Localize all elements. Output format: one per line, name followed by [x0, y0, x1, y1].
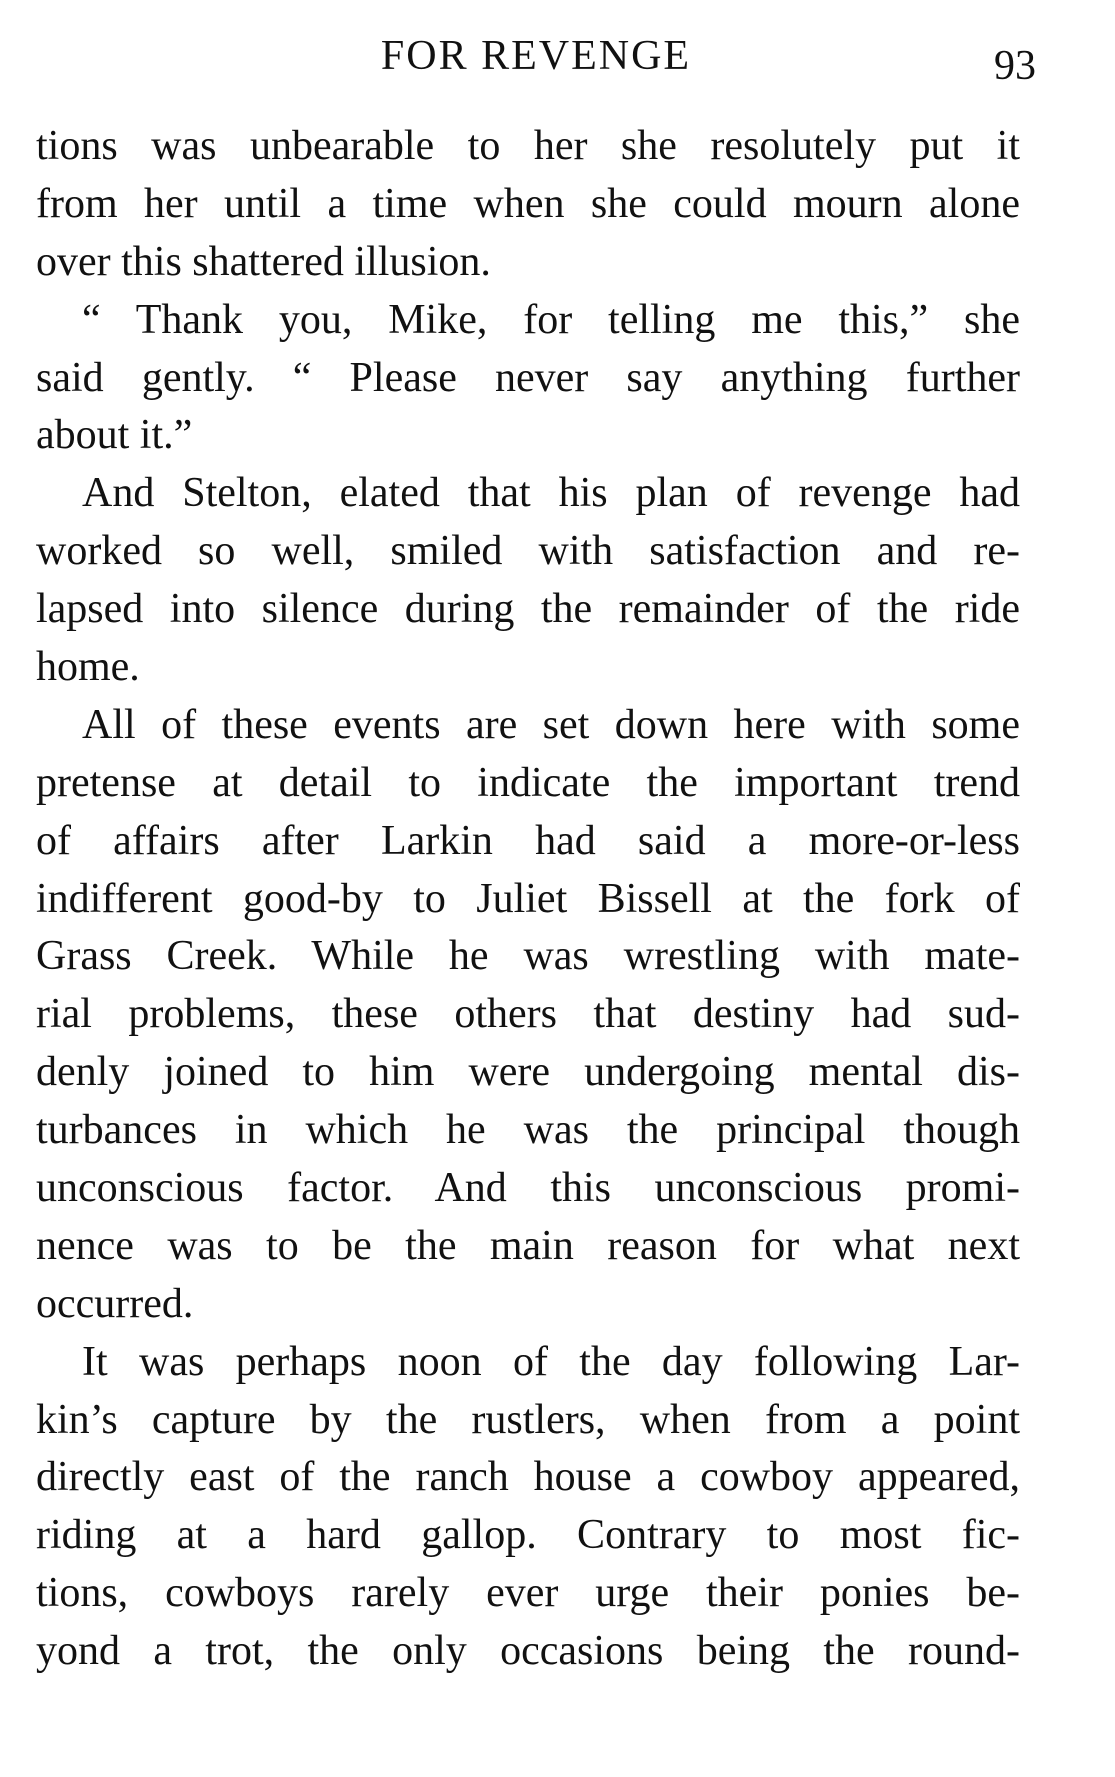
- text-line: indifferent good-by to Juliet Bissell at the fork of: [36, 875, 1020, 922]
- text-line: denly joined to him were undergoing mental dis-: [36, 1049, 1020, 1096]
- text-line: from her until a time when she could mourn alone: [36, 180, 1020, 227]
- text-line: tions was unbearable to her she resolutely put it: [36, 123, 1020, 169]
- text-line: nence was to be the main reason for what next: [36, 1222, 1020, 1269]
- text-line: occurred.: [36, 1280, 194, 1327]
- text-line: “ Thank you, Mike, for telling me this,” she: [82, 296, 1020, 343]
- text-line: lapsed into silence during the remainder of the ride: [36, 586, 1020, 633]
- text-line: directly east of the ranch house a cowboy appeared,: [36, 1454, 1020, 1501]
- text-line: And Stelton, elated that his plan of revenge had: [82, 470, 1020, 517]
- text-line: It was perhaps noon of the day following Lar-: [82, 1338, 1020, 1385]
- running-head: [36, 28, 1036, 88]
- body-text: [36, 118, 1020, 1681]
- running-title: FOR REVENGE: [380, 33, 692, 79]
- text-line: tions, cowboys rarely ever urge their ponies be-: [36, 1570, 1020, 1617]
- text-line: kin’s capture by the rustlers, when from a point: [36, 1396, 1020, 1443]
- text-line: of affairs after Larkin had said a more-or-less: [36, 817, 1020, 864]
- text-line: turbances in which he was the principal though: [36, 1107, 1020, 1154]
- text-line: Grass Creek. While he was wrestling with mate-: [36, 933, 1020, 980]
- text-line: worked so well, smiled with satisfaction and re-: [36, 528, 1020, 575]
- text-line: about it.”: [36, 412, 193, 459]
- text-line: riding at a hard gallop. Contrary to most fic-: [36, 1512, 1020, 1559]
- text-line: yond a trot, the only occasions being the round-: [36, 1628, 1020, 1675]
- text-line: said gently. “ Please never say anything further: [36, 354, 1020, 401]
- text-line: rial problems, these others that destiny had sud-: [36, 991, 1020, 1038]
- text-line: over this shattered illusion.: [36, 238, 491, 285]
- text-line: unconscious factor. And this unconscious promi-: [36, 1165, 1020, 1212]
- text-line: All of these events are set down here with some: [82, 701, 1020, 748]
- page-number: 93: [994, 43, 1036, 89]
- text-line: pretense at detail to indicate the important trend: [36, 759, 1020, 806]
- text-line: home.: [36, 644, 140, 691]
